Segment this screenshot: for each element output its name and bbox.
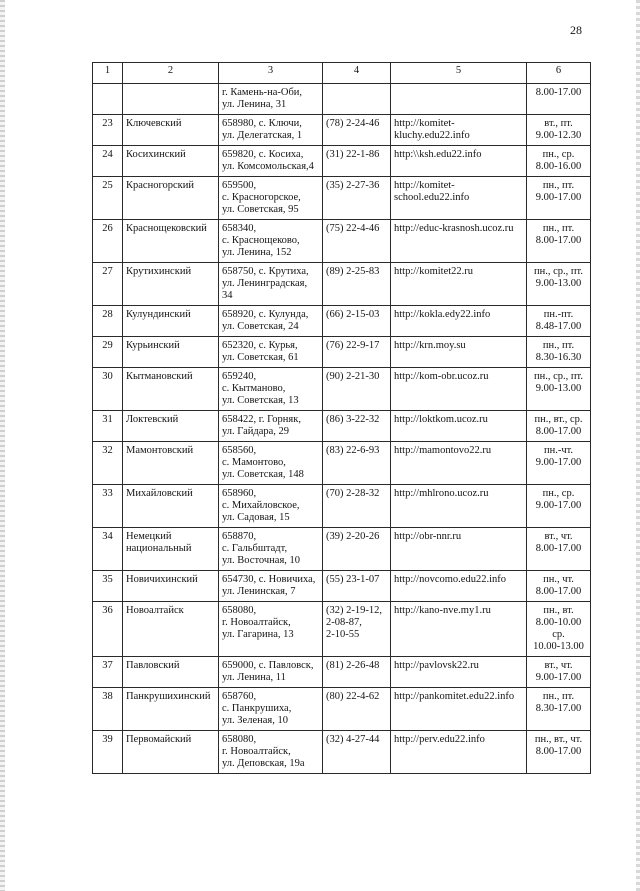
column-header: 3 (219, 63, 323, 84)
row-number: 34 (93, 528, 123, 571)
website: http://obr-nnr.ru (391, 528, 527, 571)
district-name: Крутихинский (123, 263, 219, 306)
office-hours: пн., ср. 8.00-16.00 (527, 146, 591, 177)
office-hours: пн., вт., ср. 8.00-17.00 (527, 411, 591, 442)
address: 659240, с. Кытманово, ул. Советская, 13 (219, 368, 323, 411)
website: http://educ-krasnosh.ucoz.ru (391, 220, 527, 263)
website: http://komitet- kluchy.edu22.info (391, 115, 527, 146)
row-number: 36 (93, 602, 123, 657)
address: 658870, с. Гальбштадт, ул. Восточная, 10 (219, 528, 323, 571)
row-number: 24 (93, 146, 123, 177)
office-hours: пн., ср. 9.00-17.00 (527, 485, 591, 528)
address: г. Камень-на-Оби, ул. Ленина, 31 (219, 84, 323, 115)
website: http://mamontovo22.ru (391, 442, 527, 485)
table-row (93, 368, 591, 411)
phone: (32) 4-27-44 (323, 731, 391, 774)
website: http://kom-obr.ucoz.ru (391, 368, 527, 411)
phone: (86) 3-22-32 (323, 411, 391, 442)
row-number: 39 (93, 731, 123, 774)
district-name: Новоалтайск (123, 602, 219, 657)
row-number: 25 (93, 177, 123, 220)
district-name: Панкрушихинский (123, 688, 219, 731)
phone: (39) 2-20-26 (323, 528, 391, 571)
address: 658750, с. Крутиха, ул. Ленинградская, 34 (219, 263, 323, 306)
website: http:\\ksh.edu22.info (391, 146, 527, 177)
district-name: Кулундинский (123, 306, 219, 337)
table-row (93, 146, 591, 177)
address: 658980, с. Ключи, ул. Делегатская, 1 (219, 115, 323, 146)
district-name: Новичихинский (123, 571, 219, 602)
table-row (93, 306, 591, 337)
website: http://kano-nve.my1.ru (391, 602, 527, 657)
phone: (75) 22-4-46 (323, 220, 391, 263)
district-name: Краснощековский (123, 220, 219, 263)
office-hours: пн., пт. 8.30-17.00 (527, 688, 591, 731)
address: 658080, г. Новоалтайск, ул. Гагарина, 13 (219, 602, 323, 657)
table-row (93, 177, 591, 220)
row-number: 35 (93, 571, 123, 602)
district-name: Немецкий национальный (123, 528, 219, 571)
phone: (35) 2-27-36 (323, 177, 391, 220)
scan-edge-right (636, 0, 640, 891)
office-hours: пн., пт. 8.30-16.30 (527, 337, 591, 368)
office-hours: пн., пт. 9.00-17.00 (527, 177, 591, 220)
address: 659820, с. Косиха, ул. Комсомольская,4 (219, 146, 323, 177)
table-row (93, 263, 591, 306)
phone: (83) 22-6-93 (323, 442, 391, 485)
row-number: 32 (93, 442, 123, 485)
row-number: 23 (93, 115, 123, 146)
website: http://komitet- school.edu22.info (391, 177, 527, 220)
phone: (89) 2-25-83 (323, 263, 391, 306)
district-name: Павловский (123, 657, 219, 688)
districts-table (92, 62, 591, 774)
row-number: 37 (93, 657, 123, 688)
district-name: Косихинский (123, 146, 219, 177)
row-number: 29 (93, 337, 123, 368)
website: http://loktkom.ucoz.ru (391, 411, 527, 442)
office-hours: пн., вт., чт. 8.00-17.00 (527, 731, 591, 774)
row-number: 30 (93, 368, 123, 411)
district-name: Курьинский (123, 337, 219, 368)
row-number: 38 (93, 688, 123, 731)
row-number: 31 (93, 411, 123, 442)
table-row (93, 411, 591, 442)
row-number: 28 (93, 306, 123, 337)
column-header: 1 (93, 63, 123, 84)
website: http://kokla.edy22.info (391, 306, 527, 337)
address: 659000, с. Павловск, ул. Ленина, 11 (219, 657, 323, 688)
phone: (70) 2-28-32 (323, 485, 391, 528)
office-hours: пн.-чт. 9.00-17.00 (527, 442, 591, 485)
table-row (93, 220, 591, 263)
table-row (93, 688, 591, 731)
office-hours: вт., чт. 9.00-17.00 (527, 657, 591, 688)
address: 658960, с. Михайловское, ул. Садовая, 15 (219, 485, 323, 528)
phone: (78) 2-24-46 (323, 115, 391, 146)
address: 652320, с. Курья, ул. Советская, 61 (219, 337, 323, 368)
phone: (32) 2-19-12, 2-08-87, 2-10-55 (323, 602, 391, 657)
table-row (93, 84, 591, 115)
table-row (93, 657, 591, 688)
row-number: 26 (93, 220, 123, 263)
office-hours: пн., ср., пт. 9.00-13.00 (527, 368, 591, 411)
office-hours: вт., чт. 8.00-17.00 (527, 528, 591, 571)
column-header: 5 (391, 63, 527, 84)
phone (323, 84, 391, 115)
address: 658080, г. Новоалтайск, ул. Деповская, 19а (219, 731, 323, 774)
row-number (93, 84, 123, 115)
table-row (93, 571, 591, 602)
column-header: 2 (123, 63, 219, 84)
table-row (93, 337, 591, 368)
phone: (90) 2-21-30 (323, 368, 391, 411)
phone: (66) 2-15-03 (323, 306, 391, 337)
office-hours: пн., пт. 8.00-17.00 (527, 220, 591, 263)
address: 658340, с. Краснощеково, ул. Ленина, 152 (219, 220, 323, 263)
website: http://pankomitet.edu22.info (391, 688, 527, 731)
website (391, 84, 527, 115)
phone: (81) 2-26-48 (323, 657, 391, 688)
address: 658560, с. Мамонтово, ул. Советская, 148 (219, 442, 323, 485)
table-row (93, 115, 591, 146)
office-hours: 8.00-17.00 (527, 84, 591, 115)
district-name: Мамонтовский (123, 442, 219, 485)
website: http://perv.edu22.info (391, 731, 527, 774)
table-row (93, 602, 591, 657)
page-number: 28 (570, 23, 582, 37)
scan-edge-left (0, 0, 5, 891)
table-body (93, 84, 591, 774)
address: 658422, г. Горняк, ул. Гайдара, 29 (219, 411, 323, 442)
office-hours: вт., пт. 9.00-12.30 (527, 115, 591, 146)
column-header: 6 (527, 63, 591, 84)
website: http://krn.moy.su (391, 337, 527, 368)
table-row (93, 731, 591, 774)
row-number: 33 (93, 485, 123, 528)
district-name: Михайловский (123, 485, 219, 528)
office-hours: пн., чт. 8.00-17.00 (527, 571, 591, 602)
website: http://novcomo.edu22.info (391, 571, 527, 602)
row-number: 27 (93, 263, 123, 306)
phone: (80) 22-4-62 (323, 688, 391, 731)
table-row (93, 528, 591, 571)
address: 659500, с. Красногорское, ул. Советская, 95 (219, 177, 323, 220)
address: 658760, с. Панкрушиха, ул. Зеленая, 10 (219, 688, 323, 731)
website: http://pavlovsk22.ru (391, 657, 527, 688)
district-name (123, 84, 219, 115)
district-name: Первомайский (123, 731, 219, 774)
district-name: Локтевский (123, 411, 219, 442)
phone: (55) 23-1-07 (323, 571, 391, 602)
table-header-row (93, 63, 591, 84)
office-hours: пн., вт. 8.00-10.00 ср. 10.00-13.00 (527, 602, 591, 657)
phone: (76) 22-9-17 (323, 337, 391, 368)
column-header: 4 (323, 63, 391, 84)
address: 658920, с. Кулунда, ул. Советская, 24 (219, 306, 323, 337)
table-row (93, 485, 591, 528)
office-hours: пн., ср., пт. 9.00-13.00 (527, 263, 591, 306)
address: 654730, с. Новичиха, ул. Ленинская, 7 (219, 571, 323, 602)
office-hours: пн.-пт. 8.48-17.00 (527, 306, 591, 337)
phone: (31) 22-1-86 (323, 146, 391, 177)
district-name: Кытмановский (123, 368, 219, 411)
district-name: Ключевский (123, 115, 219, 146)
district-name: Красногорский (123, 177, 219, 220)
website: http://komitet22.ru (391, 263, 527, 306)
table-row (93, 442, 591, 485)
website: http://mhlrono.ucoz.ru (391, 485, 527, 528)
